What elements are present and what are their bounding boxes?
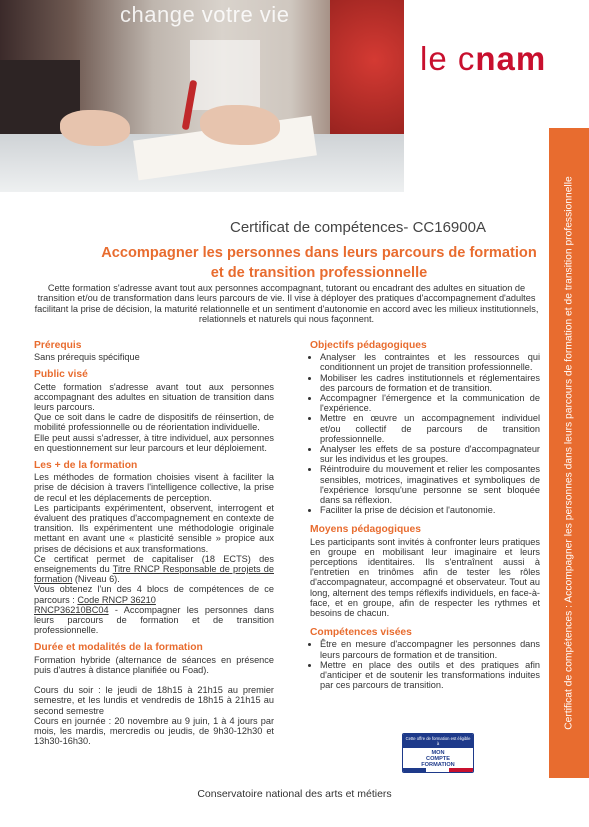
section-duree bbox=[34, 643, 274, 746]
rncp-code-link[interactable]: Code RNCP 36210 bbox=[77, 594, 156, 605]
section-prerequis bbox=[34, 341, 274, 362]
photo-banner-text: change votre vie bbox=[120, 2, 290, 27]
photo-poster bbox=[190, 40, 260, 110]
footer-institution: Conservatoire national des arts et métiers bbox=[197, 788, 392, 800]
left-column bbox=[34, 341, 274, 754]
section-plus bbox=[34, 461, 274, 635]
right-column bbox=[310, 341, 540, 699]
duree-paragraph: Cours du soir : le jeudi de 18h15 à 21h15 au premier semestre, et les lundis et vendredis de 18h15 à 21h15 au second semestre bbox=[34, 685, 274, 716]
photo-hand-right bbox=[200, 105, 280, 145]
list-item: • Mettre en place des outils et des pratiques afin d'anticiper et de soutenir les transformations induites par ces parcours de transition. bbox=[320, 660, 540, 691]
objectifs-heading: Objectifs pédagogiques bbox=[310, 340, 427, 351]
duree-paragraph: Formation hybride (alternance de séances en présence puis d'autres à distance planifiée ou Foad). bbox=[34, 654, 274, 675]
competences-list bbox=[310, 639, 540, 690]
header-photo bbox=[0, 0, 404, 192]
plus-paragraph: Les participants expérimentent, observent, interrogent et évaluent des pratiques d'accompagnement en contexte de transition. Ils expérimentent une méthodologie originale mettant en avant une « plasticité sensible » propice aux prises de décisions et aux transformations. bbox=[34, 502, 274, 554]
mcf-eligibility-text: Cette offre de formation est éligible à bbox=[403, 734, 473, 748]
plus-heading: Les + de la formation bbox=[34, 460, 138, 472]
plus-paragraph: Ce certificat permet de capitaliser (18 ECTS) des enseignements du Titre RNCP Responsable de projets de formation (Niveau 6). bbox=[34, 553, 274, 585]
mcf-label: MON COMPTE FORMATION bbox=[421, 750, 455, 768]
duree-heading: Durée et modalités de la formation bbox=[34, 642, 203, 654]
duree-paragraph: Cours en journée : 20 novembre au 9 juin, 1 à 4 jours par mois, les mardis, mercredis ou jeudis, de 9h30-12h30 et 13h30-16h30. bbox=[34, 715, 274, 747]
certificate-intro: Cette formation s'adresse avant tout aux personnes accompagnant, tutorant ou encadrant des adultes en situation de transition et/ou de transformation dans leurs parcours de vie. Il vise à déployer des pratiques d'accompagnement d'adultes facilitant la prise de décision, la maturité relationnelle et un sentiment d'autonomie en accord avec les milieux institutionnels, relationnels et naturels qui nous façonnent. bbox=[34, 283, 539, 325]
mcf-flag-bar bbox=[403, 768, 473, 772]
list-item: • Faciliter la prise de décision et l'autonomie. bbox=[320, 505, 540, 515]
plus-paragraph: Les méthodes de formation choisies visent à faciliter la prise de décision à travers l'intelligence collective, la prise de recul et les déplacements de perception. bbox=[34, 472, 274, 503]
mon-compte-formation-badge[interactable] bbox=[402, 733, 474, 773]
section-competences bbox=[310, 628, 540, 690]
list-item: • Mettre en œuvre un accompagnement individuel et/ou collectif de parcours de transition professionnelle. bbox=[320, 413, 540, 444]
certificate-title: Accompagner les personnes dans leurs parcours de formation et de transition professionnelle bbox=[101, 245, 537, 281]
list-item: • Réintroduire du mouvement et relier les composantes sensibles, motrices, imaginatives et symboliques de l'expérience lorsqu'une personne se sent bloquée dans sa réflexion. bbox=[320, 464, 540, 505]
section-public bbox=[34, 370, 274, 453]
section-objectifs bbox=[310, 341, 540, 515]
moyens-text: Les participants sont invités à confronter leurs pratiques en groupe en mobilisant leur imaginaire et leurs perceptions identitaires. Ils s'entraînent aussi à l'entretien en trinômes afin de tester les rôles d'accompagnateur, accompagné et observateur. Tout au long, alternent des temps réflexifs individuels, en face-à-face, et en groupe, afin de respecter les rythmes et besoins de chacun. bbox=[310, 536, 540, 619]
public-paragraph: Elle peut aussi s'adresser, à titre individuel, aux personnes en questionnement sur leur parcours et leur déploiement. bbox=[34, 432, 274, 453]
rncp-bloc-link[interactable]: RNCP36210BC04 bbox=[34, 604, 109, 615]
prerequis-heading: Prérequis bbox=[34, 340, 82, 351]
photo-hand-left bbox=[60, 110, 130, 146]
prerequis-text: Sans prérequis spécifique bbox=[34, 352, 140, 363]
rncp-title-link[interactable]: Titre RNCP Responsable de projets de formation bbox=[34, 564, 274, 585]
list-item: • Analyser les effets de sa posture d'accompagnateur sur les individus et les groupes. bbox=[320, 444, 540, 464]
plus-paragraph: Vous obtenez l'un des 4 blocs de compétences de ce parcours : Code RNCP 36210 RNCP36210BC04 - Accompagner les personnes dans leurs parcours de formation et de transition professionnelle. bbox=[34, 584, 274, 636]
section-moyens bbox=[310, 525, 540, 618]
cnam-logo: le cnam bbox=[420, 40, 547, 77]
objectifs-list bbox=[310, 352, 540, 515]
photo-red-scarf bbox=[330, 0, 404, 150]
list-item: • Mobiliser les cadres institutionnels et réglementaires des parcours de formation et de transition. bbox=[320, 373, 540, 393]
certificate-code: Certificat de compétences- CC16900A bbox=[230, 219, 486, 236]
list-item: • Accompagner l'émergence et la communication de l'expérience. bbox=[320, 393, 540, 413]
competences-heading: Compétences visées bbox=[310, 627, 412, 639]
side-vertical-title: Certificat de compétences : Accompagner les personnes dans leurs parcours de formation et de transition professionnelle bbox=[563, 176, 575, 730]
public-paragraph: Cette formation s'adresse avant tout aux personnes accompagnant des adultes en situation de transition dans leurs parcours. bbox=[34, 381, 274, 413]
moyens-heading: Moyens pédagogiques bbox=[310, 524, 421, 536]
public-heading: Public visé bbox=[34, 369, 88, 381]
list-item: • Être en mesure d'accompagner les personnes dans leurs parcours de formation et de transition. bbox=[320, 639, 540, 659]
list-item: • Analyser les contraintes et les ressources qui conditionnent un projet de transition professionnelle. bbox=[320, 352, 540, 372]
public-paragraph: Que ce soit dans le cadre de dispositifs de réinsertion, de mobilité professionnelle ou de réorientation individuelle. bbox=[34, 412, 274, 433]
